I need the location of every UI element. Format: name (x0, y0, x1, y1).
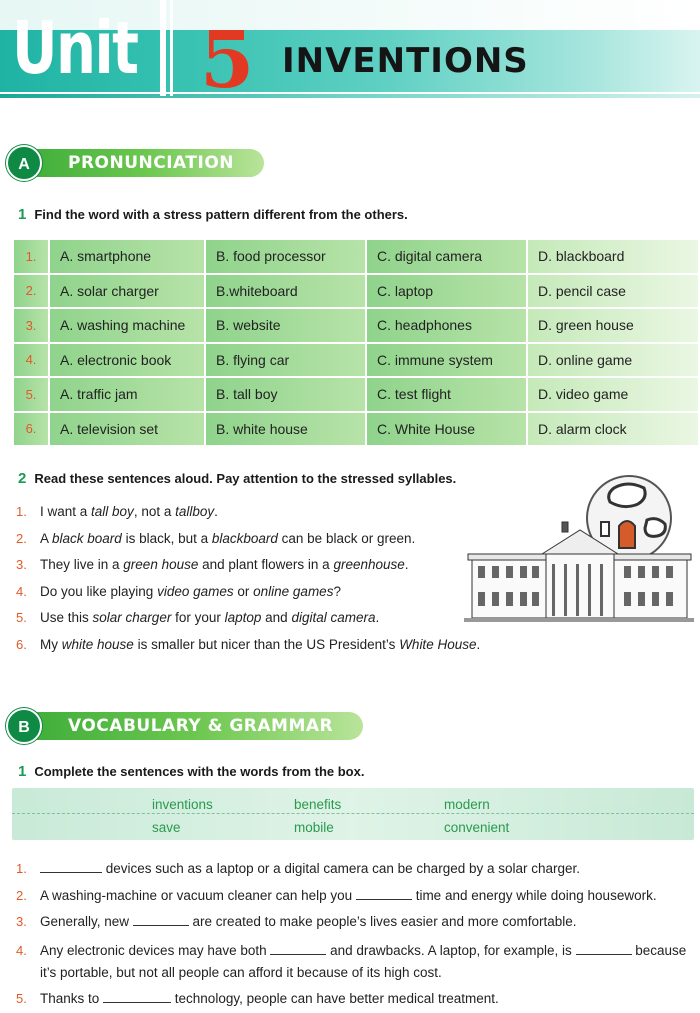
instruction-text: Complete the sentences with the words from the box. (34, 764, 365, 779)
item-number: 3. (16, 914, 27, 929)
building-base (464, 618, 694, 622)
list-item (16, 883, 686, 910)
option-a[interactable]: A. smartphone (50, 240, 206, 273)
stress-pattern-table (14, 238, 698, 447)
answer-blank[interactable] (133, 914, 189, 926)
bubble-window-left (601, 522, 609, 536)
sentence-text: . (404, 557, 409, 572)
list-item (16, 579, 480, 606)
option-a[interactable]: A. solar charger (50, 275, 206, 308)
sentence-text: My (40, 636, 62, 652)
unit-divider-thin (170, 0, 173, 96)
list-item (16, 909, 686, 936)
fill-blank-list (16, 856, 686, 1012)
list-item (16, 962, 686, 984)
section-a-ex2-instruction (18, 470, 456, 487)
stressed-phrase: laptop (224, 610, 262, 625)
option-a[interactable]: A. electronic book (50, 344, 206, 377)
box-word[interactable]: modern (444, 797, 490, 812)
option-c[interactable]: C. laptop (367, 275, 528, 308)
sentence-text: . (214, 504, 218, 519)
box-word[interactable]: convenient (444, 820, 510, 835)
word-box-divider (12, 813, 694, 814)
row-number: 1. (14, 240, 50, 273)
item-number: 5. (16, 610, 27, 625)
question-text: and drawbacks. A laptop, for example, is (326, 942, 576, 958)
answer-blank[interactable] (356, 888, 412, 900)
section-b-header (6, 708, 366, 742)
question-text: because (631, 942, 687, 958)
list-item (16, 552, 480, 579)
bubble-window-top (609, 484, 645, 507)
section-b-letter: B (6, 708, 42, 744)
stressed-phrase: online games (253, 583, 334, 599)
section-a-letter: A (6, 145, 42, 181)
answer-blank[interactable] (576, 943, 632, 955)
option-c[interactable]: C. White House (367, 413, 528, 446)
unit-word: Unit (12, 6, 138, 90)
section-a-header (6, 145, 276, 179)
sentence-text: A (40, 530, 53, 546)
option-b[interactable]: B. tall boy (206, 378, 367, 411)
stressed-phrase: green house (123, 557, 199, 572)
sentence-text: , not a (133, 504, 176, 519)
option-b[interactable]: B.whiteboard (206, 275, 367, 308)
section-b-ex1-instruction (18, 763, 364, 780)
option-c[interactable]: C. headphones (367, 309, 528, 342)
option-a[interactable]: A. traffic jam (50, 378, 206, 411)
unit-number: 5 (200, 15, 255, 106)
answer-blank[interactable] (270, 943, 326, 955)
item-number: 2. (16, 887, 27, 903)
item-number: 4. (16, 583, 27, 599)
row-number: 4. (14, 344, 50, 377)
table-row (14, 309, 698, 342)
section-a-title: PRONUNCIATION (68, 153, 234, 173)
banner-underline (0, 94, 700, 98)
sentence-text: and plant flowers in a (198, 557, 334, 572)
list-item (16, 632, 480, 659)
section-a-ex1-instruction (18, 206, 408, 223)
option-c[interactable]: C. immune system (367, 344, 528, 377)
unit-title: INVENTIONS (282, 41, 529, 81)
answer-blank[interactable] (40, 861, 102, 873)
section-b-title: VOCABULARY & GRAMMAR (68, 716, 334, 736)
list-item (16, 605, 480, 632)
box-word[interactable]: inventions (152, 797, 213, 812)
question-text: are created to make people’s lives easier and more comfortable. (188, 914, 577, 929)
sentence-text: I want a (40, 504, 92, 519)
table-row (14, 240, 698, 273)
option-d[interactable]: D. blackboard (528, 240, 698, 273)
item-number: 4. (16, 942, 27, 958)
option-b[interactable]: B. white house (206, 413, 367, 446)
option-b[interactable]: B. website (206, 309, 367, 342)
stressed-phrase: White House (399, 636, 477, 652)
unit-divider (160, 0, 166, 96)
table-row (14, 275, 698, 308)
question-text: Thanks to (40, 990, 104, 1006)
option-b[interactable]: B. flying car (206, 344, 367, 377)
item-number: 2. (16, 530, 27, 546)
sentence-text: and (261, 610, 292, 625)
stressed-phrase: digital camera (291, 610, 376, 625)
sentence-text: Do you like playing (40, 583, 158, 599)
section-a-pill (28, 149, 264, 177)
item-number: 5. (16, 990, 27, 1006)
question-text: A washing-machine or vacuum cleaner can help you (40, 887, 356, 903)
stressed-phrase: solar charger (92, 610, 172, 625)
sentence-text: They live in a (40, 557, 124, 572)
table-row (14, 378, 698, 411)
list-item (16, 986, 686, 1013)
unit-banner (0, 0, 700, 112)
question-text: technology, people can have better medical treatment. (171, 990, 499, 1006)
item-number: 3. (16, 557, 27, 572)
item-number: 1. (16, 504, 27, 519)
sentence-text: . (476, 636, 481, 652)
box-word[interactable]: benefits (294, 797, 342, 812)
table-row (14, 413, 698, 446)
list-item (16, 940, 686, 962)
sentence-text: for your (171, 610, 225, 625)
sentence-text: is black, but a (121, 530, 212, 546)
exercise-number: 1 (18, 763, 27, 780)
sentence-text: . (375, 610, 380, 625)
row-number: 5. (14, 378, 50, 411)
question-text: Generally, new (40, 914, 133, 929)
question-text: it’s portable, but not all people can afford it because of its high cost. (40, 964, 442, 980)
table-row (14, 344, 698, 377)
option-c[interactable]: C. digital camera (367, 240, 528, 273)
bubble-door (619, 521, 635, 548)
sentence-text: ? (333, 583, 341, 599)
white-house-illustration (464, 468, 694, 628)
box-word[interactable]: save (152, 820, 181, 835)
stress-sentences-list (16, 499, 480, 658)
bubble-window-right (645, 519, 665, 537)
option-d[interactable]: D. online game (528, 344, 698, 377)
row-number: 3. (14, 309, 50, 342)
section-b-pill (28, 712, 363, 740)
stressed-phrase: white house (61, 636, 134, 652)
sentence-text: or (233, 583, 254, 599)
row-number: 6. (14, 413, 50, 446)
list-item (16, 856, 686, 883)
option-a[interactable]: A. television set (50, 413, 206, 446)
stressed-phrase: video games (157, 583, 234, 599)
item-number: 6. (16, 636, 27, 652)
stressed-phrase: greenhouse (333, 557, 405, 572)
option-d[interactable]: D. pencil case (528, 275, 698, 308)
option-c[interactable]: C. test flight (367, 378, 528, 411)
stressed-phrase: black board (52, 530, 122, 546)
instruction-text: Read these sentences aloud. Pay attention to the stressed syllables. (34, 471, 457, 486)
stressed-phrase: tallboy (175, 504, 215, 519)
question-text: Any electronic devices may have both (40, 942, 271, 958)
stressed-phrase: blackboard (211, 530, 278, 546)
instruction-text: Find the word with a stress pattern different from the others. (34, 207, 408, 222)
sentence-text: can be black or green. (277, 530, 416, 546)
box-word[interactable]: mobile (294, 820, 334, 835)
stressed-phrase: tall boy (91, 504, 134, 519)
sentence-text: is smaller but nicer than the US President’s (133, 636, 400, 652)
sentence-text: Use this (40, 610, 93, 625)
question-text: devices such as a laptop or a digital camera can be charged by a solar charger. (102, 861, 581, 876)
exercise-number: 1 (18, 206, 27, 223)
option-d[interactable]: D. video game (528, 378, 698, 411)
option-d[interactable]: D. alarm clock (528, 413, 698, 446)
row-number: 2. (14, 275, 50, 308)
answer-blank[interactable] (103, 991, 171, 1003)
option-d[interactable]: D. green house (528, 309, 698, 342)
item-number: 1. (16, 861, 27, 876)
word-box (12, 788, 694, 840)
list-item (16, 499, 480, 526)
option-a[interactable]: A. washing machine (50, 309, 206, 342)
list-item (16, 526, 480, 553)
question-text: time and energy while doing housework. (411, 887, 657, 903)
option-b[interactable]: B. food processor (206, 240, 367, 273)
exercise-number: 2 (18, 470, 27, 487)
